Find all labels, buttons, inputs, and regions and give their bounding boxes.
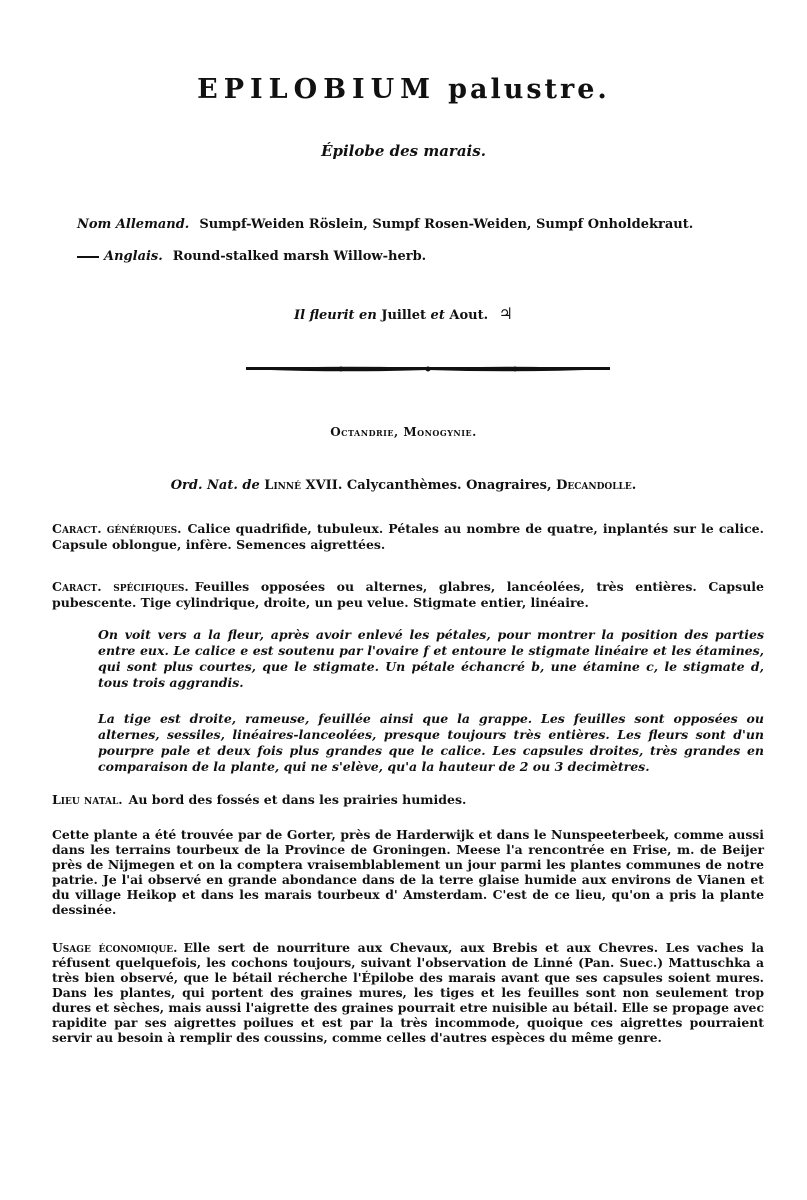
economic-usage-text: Elle sert de nourriture aux Chevaux, aux Brebis et aux Chevres. Les vaches la réfusent quelquefois, les cochons toujours, suivant l'observation de Linné (Pan. Suec.) Mattuschka a très bien observé, que le bétail récherche l'Épilobe des marais avant que ses capsules soient mures. Dans les plantes, qui portent des graines mures, les tiges et les feuilles sont non seulement trop dures et sèches, mais aussi l'aigrette des graines pourrait etre nuisible au bétail. Elle se propage avec rapidite par ses aigrettes poilues et est par la très incommode, quoique ces aigrettes pourraient servir au besoin à remplir des coussins, comme celles d'autres espèces du même genre. xyxy=(52,940,764,1045)
english-label: Anglais. xyxy=(104,249,163,264)
locality-paragraph: Cette plante a été trouvée par de Gorter, près de Harderwijk et dans le Nunspeeterbeek, comme aussi dans les terrains tourbeux de la Province de Groningen. Meese l'a rencontrée en Frise, m. de Beijer près de Nijmegen et on la comptera vraisemblablement un jour parmi les plantes communes de notre patrie. Je l'ai observé en grande abondance dans de la terre glaise humide aux environs de Vianen et du village Heikop et dans les marais tourbeux d' Amsterdam. C'est de ce lieu, qu'on a pris la plante dessinée. xyxy=(52,827,764,917)
title-species: palustre. xyxy=(448,74,610,105)
generic-characters xyxy=(52,521,764,553)
flowering-prefix: Il fleurit en xyxy=(294,308,377,323)
page-title xyxy=(0,74,807,105)
native-habitat-text: Au bord des fossés et dans les prairies humides. xyxy=(128,792,467,807)
flower-note: On voit vers a la fleur, après avoir enlevé les pétales, pour montrer la position des parties entre eux. Le calice e est soutenu par l'ovaire f et entoure le stigmate linéaire et les étamines, qui sont plus courtes, que le stigmate. Un pétale échancré b, une étamine c, le stigmate d, tous trois aggrandis. xyxy=(98,627,764,690)
flowering-line xyxy=(0,304,807,323)
dash-divider xyxy=(77,256,99,258)
german-name: Sumpf-Weiden Röslein, Sumpf Rosen-Weiden, Sumpf Onholdekraut. xyxy=(199,217,694,232)
title-genus: EPILOBIUM xyxy=(197,74,437,105)
ornamental-rule xyxy=(246,362,610,376)
flowering-conj: et xyxy=(430,308,445,323)
specific-characters-head: Caract. spécifiques. xyxy=(52,579,189,594)
linnaean-class: Octandrie, Monogynie. xyxy=(330,425,477,439)
english-name: Round-stalked marsh Willow-herb. xyxy=(172,249,427,264)
english-name-line xyxy=(77,249,426,264)
specific-characters xyxy=(52,579,764,611)
generic-characters-head: Caract. génériques. xyxy=(52,521,182,536)
native-habitat xyxy=(52,792,764,808)
flowering-month-1: Juillet xyxy=(381,308,427,323)
native-habitat-head: Lieu natal. xyxy=(52,792,123,807)
specific-characters-text: Feuilles opposées ou alternes, glabres, lancéolées, très entières. Capsule pubescente. Tige cylindrique, droite, un peu velue. Stigmate entier, linéaire. xyxy=(52,579,764,610)
order-author-2: Decandolle. xyxy=(556,478,637,493)
german-label: Nom Allemand. xyxy=(77,217,190,232)
stem-note: La tige est droite, rameuse, feuillée ainsi que la grappe. Les feuilles sont opposées ou alternes, sessiles, linéaires-lanceolées, presque toujours très entières. Les fleurs sont d'un pourpre pale et deux fois plus grandes que le calice. Les capsules droites, très grandes en comparaison de la plante, qui ne s'elève, qu'a la hauteur de 2 ou 3 decimètres. xyxy=(98,711,764,774)
economic-usage-head: Usage économique. xyxy=(52,940,178,955)
order-label: Ord. Nat. de xyxy=(170,478,260,493)
economic-usage xyxy=(52,940,764,1045)
german-name-line xyxy=(77,217,693,232)
flowering-month-2: Aout. xyxy=(449,308,489,323)
perennial-symbol: ♃ xyxy=(498,304,513,323)
french-name: Épilobe des marais. xyxy=(321,142,486,160)
order-author-1: Linné xyxy=(264,478,301,493)
order-text: XVII. Calycanthèmes. Onagraires, xyxy=(305,478,552,493)
generic-characters-text: Calice quadrifide, tubuleux. Pétales au nombre de quatre, inplantés sur le calice. Capsule oblongue, infère. Semences aigrettées. xyxy=(52,521,764,552)
natural-order xyxy=(0,478,807,493)
